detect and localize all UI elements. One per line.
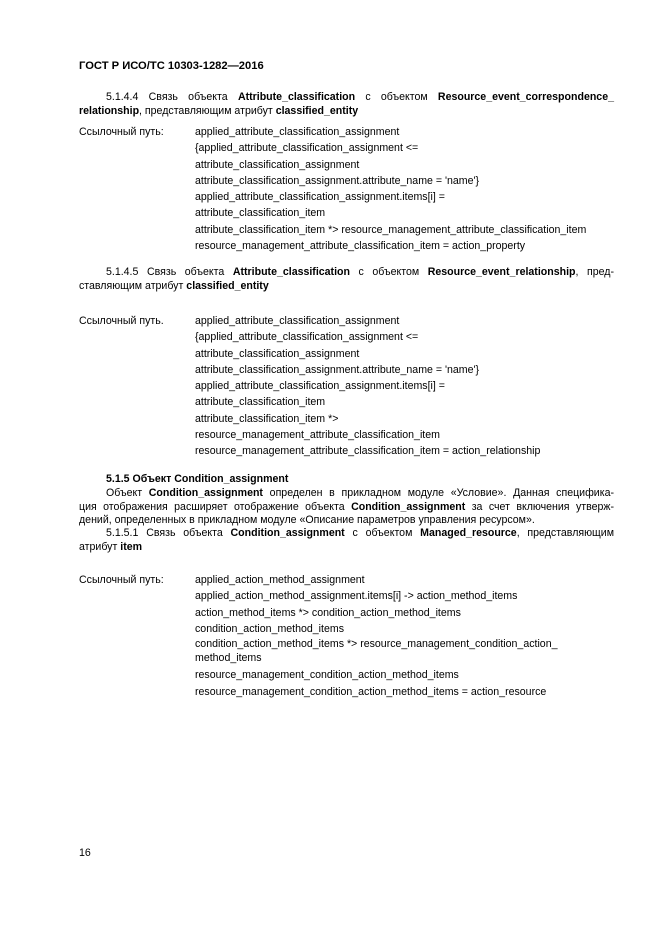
entity-name: Attribute_classification: [237, 91, 356, 103]
reference-path-line: attribute_classification_assignment.attribute_name = 'name'}: [195, 363, 480, 376]
reference-path-line: resource_management_attribute_classification_item: [195, 429, 440, 442]
reference-path-line: {applied_attribute_classification_assignment <=: [195, 142, 419, 155]
reference-path-line: applied_attribute_classification_assignment: [195, 126, 400, 138]
reference-path-line: resource_management_attribute_classification_item = action_property: [195, 240, 526, 253]
reference-path-line: condition_action_method_items: [195, 622, 344, 635]
reference-path-line: attribute_classification_item: [195, 396, 326, 409]
reference-path-line: condition_action_method_items *> resource_management_condition_action_ method_items: [195, 638, 558, 664]
paragraph-5-1-5-1: 5.1.5.1 Связь объекта Condition_assignment с объектом Managed_resource, представляющим атрибут item: [79, 527, 614, 553]
page-number: 16: [79, 847, 91, 859]
paragraph-5-1-4-4: 5.1.4.4 Связь объекта Attribute_classification с объектом Resource_event_correspondence_ relationship, представляющим атрибут classified_entity: [79, 91, 614, 117]
reference-path-line: attribute_classification_item: [195, 207, 326, 220]
reference-path-lines: [195, 313, 615, 460]
reference-path-line: applied_attribute_classification_assignment: [195, 315, 400, 327]
attribute-name: item: [120, 540, 143, 553]
entity-name: Resource_event_relationship: [427, 266, 576, 278]
clause-number: 5.1.5.1: [106, 527, 139, 539]
reference-path-line: applied_attribute_classification_assignment.items[i] =: [195, 191, 445, 204]
reference-path-lines: [195, 124, 615, 254]
paragraph-5-1-4-5: 5.1.4.5 Связь объекта Attribute_classification с объектом Resource_event_relationship, пред- ставляющим атрибут classified_entity: [79, 266, 614, 292]
section-heading-5-1-5: 5.1.5 Объект Condition_assignment: [106, 473, 289, 485]
entity-name: relationship: [79, 104, 140, 117]
reference-path-line: attribute_classification_assignment: [195, 158, 360, 171]
attribute-name: classified_entity: [275, 104, 359, 117]
reference-path-line: applied_action_method_assignment: [195, 574, 365, 586]
entity-name: Condition_assignment: [351, 500, 466, 513]
reference-path-line: resource_management_attribute_classification_item = action_relationship: [195, 445, 541, 458]
entity-name: Managed_resource: [420, 527, 517, 539]
document-header: ГОСТ Р ИСО/ТС 10303-1282—2016: [79, 60, 264, 72]
reference-path-line: attribute_classification_assignment.attribute_name = 'name'}: [195, 174, 480, 187]
clause-number: 5.1.4.5: [106, 266, 139, 278]
attribute-name: classified_entity: [186, 279, 269, 292]
reference-path-line: applied_attribute_classification_assignment.items[i] =: [195, 380, 445, 393]
paragraph-5-1-5: Объект Condition_assignment определен в прикладном модуле «Условие». Данная специфика- ция отображения расширяет отображение объекта Condition_assignment за счет включения утверж- дений, определенных в прикладном модуле «Описание параметров управления ресурсом».: [79, 487, 615, 527]
reference-path-line: attribute_classification_item *>: [195, 412, 339, 425]
reference-path-line: action_method_items *> condition_action_method_items: [195, 606, 461, 619]
reference-path-line: resource_management_condition_action_method_items: [195, 669, 459, 682]
reference-path-label: Ссылочный путь.: [79, 315, 164, 327]
reference-path-line: resource_management_condition_action_method_items = action_resource: [195, 685, 547, 698]
clause-number: 5.1.4.4: [106, 91, 139, 103]
entity-name: Condition_assignment: [230, 527, 345, 539]
entity-name: Resource_event_correspondence_: [437, 91, 614, 103]
reference-path-label: Ссылочный путь:: [79, 126, 164, 138]
entity-name: Attribute_classification: [232, 266, 350, 278]
reference-path-line: attribute_classification_assignment: [195, 347, 360, 360]
reference-path-line: applied_action_method_assignment.items[i] -> action_method_items: [195, 590, 518, 603]
reference-path-lines: [195, 572, 615, 700]
reference-path-line: attribute_classification_item *> resource_management_attribute_classification_item: [195, 223, 587, 236]
entity-name: Condition_assignment: [148, 487, 263, 499]
reference-path-label: Ссылочный путь:: [79, 574, 164, 586]
reference-path-line: {applied_attribute_classification_assignment <=: [195, 331, 419, 344]
